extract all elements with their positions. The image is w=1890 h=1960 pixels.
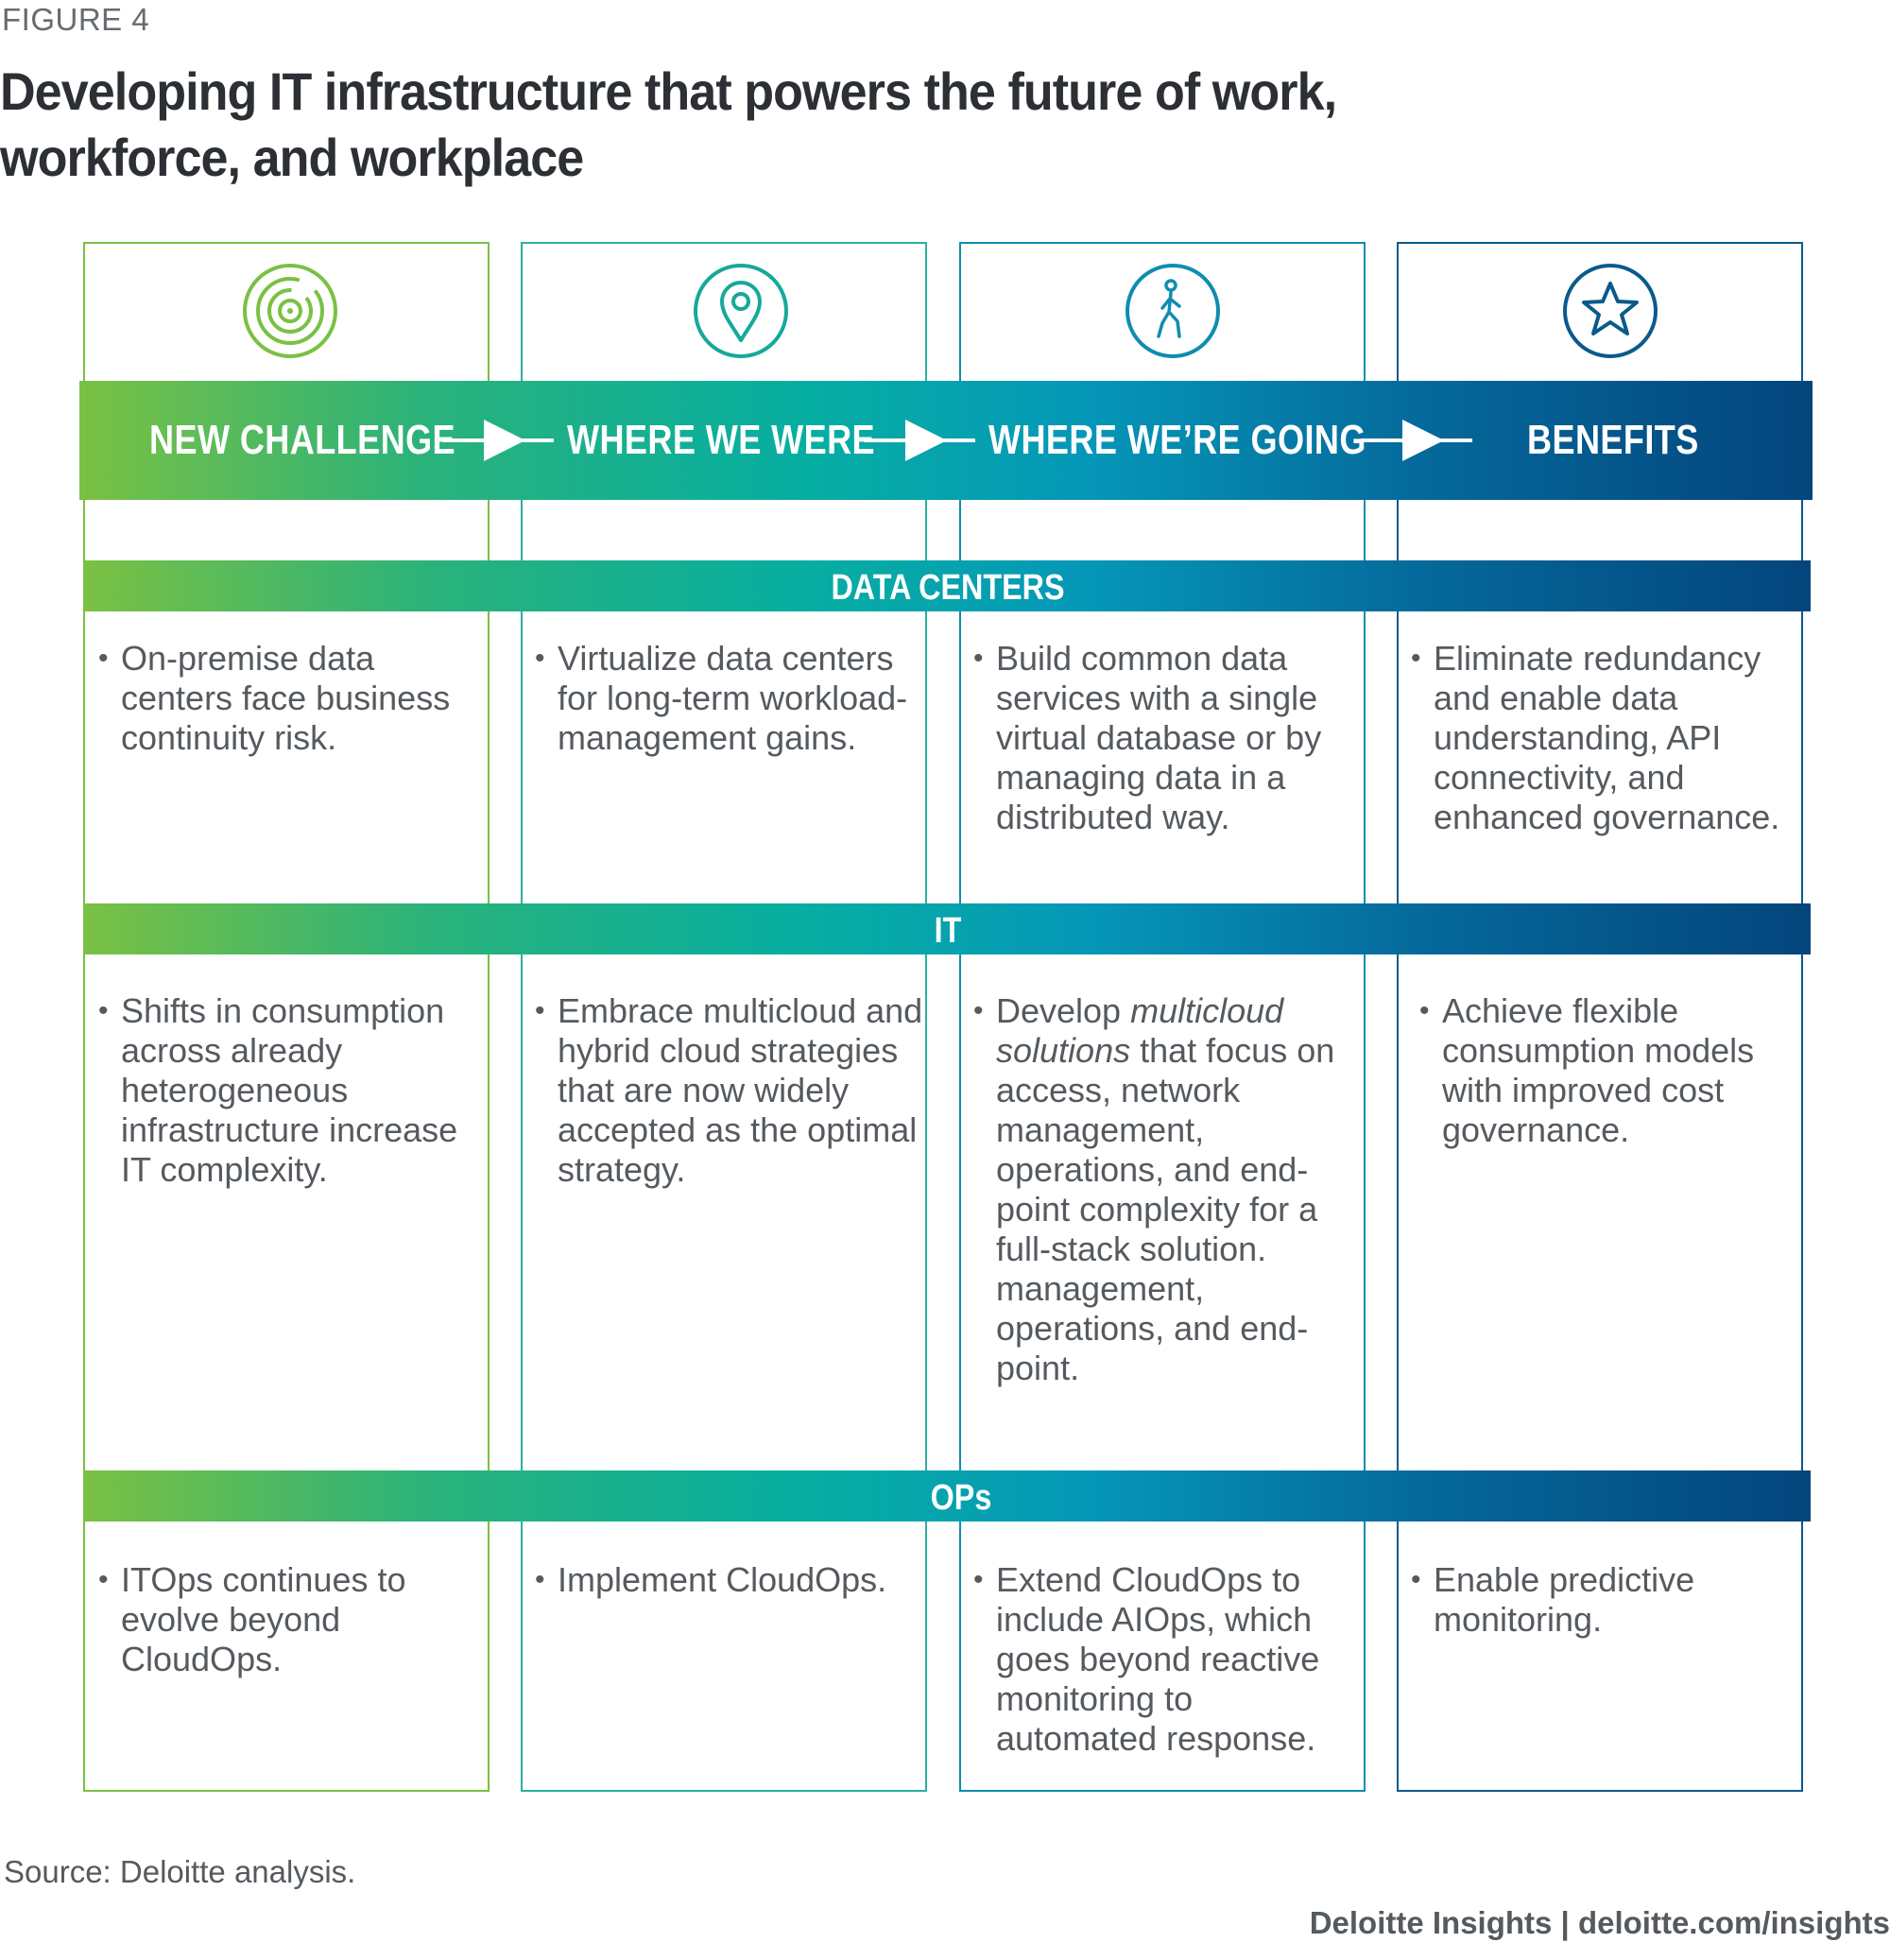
arrow-right-icon [864,420,975,461]
bullet: • [535,643,545,674]
heading-where-were-going: WHERE WE’RE GOING [988,417,1366,463]
cell-text: Eliminate redundancy and enable data understanding, API connectivity, and enhanced governance. [1434,639,1780,836]
cell-text: Enable predictive monitoring. [1434,1560,1695,1639]
cell-text: Achieve flexible consumption models with improved cost governance. [1442,991,1755,1149]
cell-it-benefits [1419,991,1814,1150]
cell-data-centers-new-challenge [98,639,493,758]
figure-title: Developing IT infrastructure that powers the future of work, workforce, and workplace [0,61,1337,187]
cell-text: Virtualize data centers for long-term workload-management gains. [558,639,908,757]
cell-text [973,991,1361,1388]
target-icon [242,263,338,359]
cell-text-rest: that focus on access, network management, operations, and end-point complexity for a full-stack solution. management, operations, and end-point. [996,1031,1335,1387]
bullet: • [973,995,984,1026]
cell-ops-benefits [1411,1560,1806,1640]
cell-data-centers-where-were-going [973,639,1361,837]
cell-ops-where-we-were [535,1560,937,1600]
arrow-right-icon [1361,420,1472,461]
figure-label: FIGURE 4 [2,2,150,37]
bullet: • [535,995,545,1026]
cell-ops-where-were-going [973,1560,1361,1759]
cell-text: Embrace multicloud and hybrid cloud strategies that are now widely accepted as the optimal strategy. [558,991,923,1189]
heading-where-we-were: WHERE WE WERE [567,417,876,463]
cell-text-emphasis: multicloud solutions [996,991,1284,1070]
cell-data-centers-where-we-were [535,639,930,758]
arrow-right-icon [442,420,554,461]
cell-text: Shifts in consumption across already heterogeneous infrastructure increase IT complexity. [121,991,458,1189]
bullet: • [1411,1564,1421,1595]
cell-data-centers-benefits [1411,639,1806,837]
cell-it-where-we-were [535,991,930,1190]
location-pin-icon [693,263,789,359]
cell-text-lead: Develop [996,991,1131,1030]
bullet: • [1411,643,1421,674]
source-note: Source: Deloitte analysis. [4,1854,356,1889]
cell-ops-new-challenge [98,1560,493,1679]
bullet: • [98,643,109,674]
bullet: • [973,1564,984,1595]
cell-text: Implement CloudOps. [558,1560,887,1599]
publisher-credit: Deloitte Insights | deloitte.com/insights [1309,1905,1890,1940]
cell-text: Extend CloudOps to include AIOps, which goes beyond reactive monitoring to automated response. [996,1560,1320,1758]
cell-it-where-were-going [973,991,1361,1388]
cell-it-new-challenge [98,991,493,1190]
row-label-data-centers: DATA CENTERS [831,568,1065,608]
row-label-it: IT [934,911,962,951]
bullet: • [98,1564,109,1595]
heading-new-challenge: NEW CHALLENGE [149,417,456,463]
cell-text: Build common data services with a single virtual database or by managing data in a distributed way. [996,639,1322,836]
star-icon [1562,263,1658,359]
walking-person-icon [1125,263,1221,359]
bullet: • [535,1564,545,1595]
heading-benefits: BENEFITS [1527,417,1699,463]
bullet: • [973,643,984,674]
bullet: • [1419,995,1430,1026]
cell-text: ITOps continues to evolve beyond CloudOps. [121,1560,406,1678]
row-label-ops: OPs [930,1478,992,1518]
bullet: • [98,995,109,1026]
cell-text: On-premise data centers face business continuity risk. [121,639,451,757]
